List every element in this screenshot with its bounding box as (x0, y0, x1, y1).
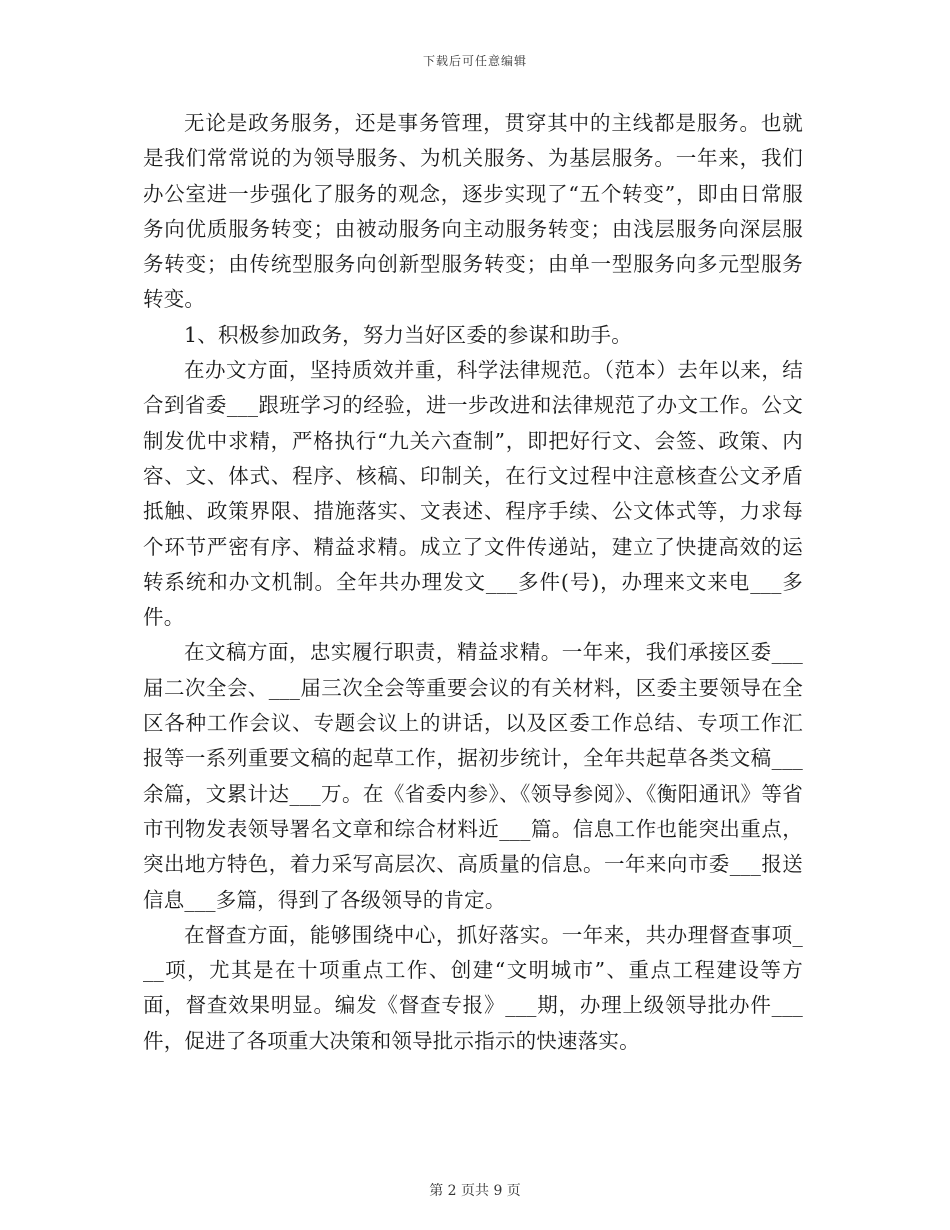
paragraph-supervision: 在督查方面，能够围绕中心，抓好落实。一年来，共办理督查事项___项，尤其是在十项重点工作、创建“文明城市”、重点工程建设等方面，督查效果明显。编发《督查专报》___期，办理上级领导批办件___件，促进了各项重大决策和领导批示指示的快速落实。 (143, 922, 803, 1053)
paragraph-document-handling: 在办文方面，坚持质效并重，科学法律规范。（范本）去年以来，结合到省委___跟班学习的经验，进一步改进和法律规范了办文工作。公文制发优中求精，严格执行“九关六查制”，即把好行文、会签、政策、内容、文、体式、程序、核稿、印制关，在行文过程中注意核查公文矛盾抵触、政策界限、措施落实、文表述、程序手续、公文体式等，力求每个环节严密有序、精益求精。成立了文件传递站，建立了快捷高效的运转系统和办文机制。全年共办理发文___多件(号)，办理来文来电___多件。 (143, 358, 803, 630)
paragraph-section-heading: 1、积极参加政务，努力当好区委的参谋和助手。 (184, 322, 632, 347)
paragraph-drafting: 在文稿方面，忠实履行职责，精益求精。一年来，我们承接区委___届二次全会、___届三次全会等重要会议的有关材料，区委主要领导在全区各种工作会议、专题会议上的讲话，以及区委工作总结、专项工作汇报等一系列重要文稿的起草工作，据初步统计，全年共起草各类文稿___余篇，文累计达___万。在《省委内参》、《领导参阅》、《衡阳通讯》等省市刊物发表领导署名文章和综合材料近___篇。信息工作也能突出重点，突出地方特色，着力采写高层次、高质量的信息。一年来向市委___报送信息___多篇，得到了各级领导的肯定。 (143, 640, 803, 912)
document-body (143, 106, 803, 1059)
page-number: 第 2 页共 9 页 (429, 1183, 521, 1199)
paragraph-service-overview: 无论是政务服务，还是事务管理，贯穿其中的主线都是服务。也就是我们常常说的为领导服务、为机关服务、为基层服务。一年来，我们办公室进一步强化了服务的观念，逐步实现了“五个转变”，即由日常服务向优质服务转变；由被动服务向主动服务转变；由浅层服务向深层服务转变；由传统型服务向创新型服务转变；由单一型服务向多元型服务转变。 (143, 111, 803, 312)
page-header-note: 下载后可任意编辑 (422, 54, 527, 68)
